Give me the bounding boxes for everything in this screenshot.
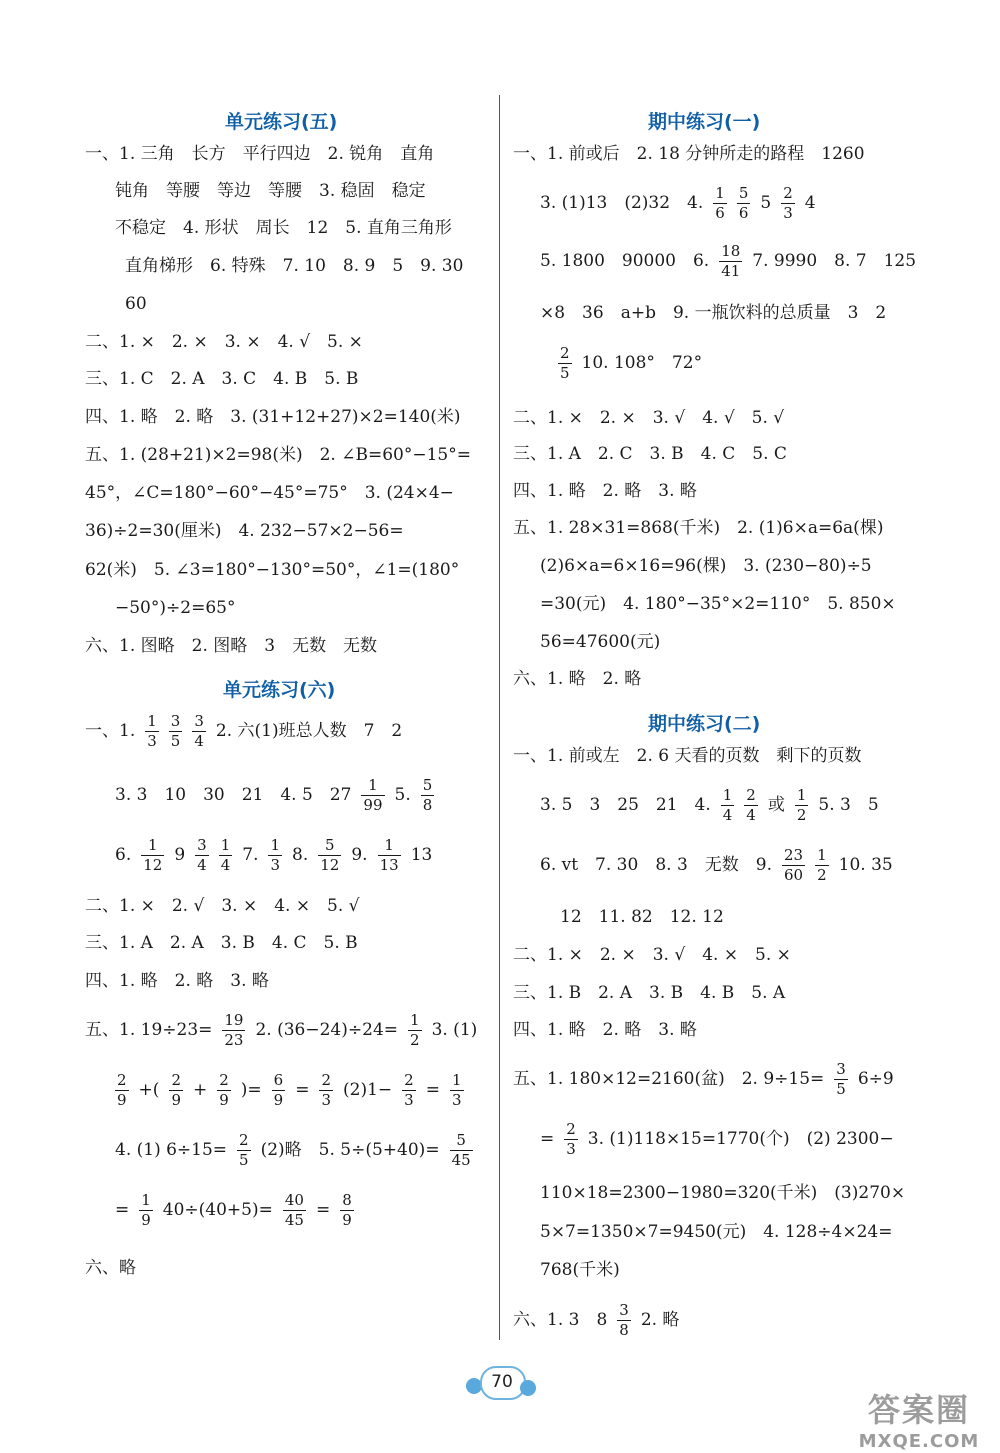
fraction: $\frac{1}{4}$ <box>220 836 231 874</box>
fraction: $\frac{1}{6}$ <box>715 184 725 222</box>
text-segment: 6. <box>115 845 132 865</box>
u6-row-7 <box>85 1013 477 1048</box>
m2-line-9 <box>540 1122 894 1157</box>
watermark-url: MXQE.COM <box>858 1431 980 1452</box>
m2-line-3 <box>540 848 893 883</box>
u5-line-8: 四、1. 略 2. 略 3. (31+12+27)×2=140(米) <box>85 407 461 427</box>
u5-line-6: 二、1. × 2. × 3. × 4. √ 5. × <box>85 332 363 352</box>
text-segment: 5. 1800 90000 6. <box>540 251 710 271</box>
fraction: $\frac{40}{45}$ <box>284 1191 304 1229</box>
fraction: $\frac{2}{5}$ <box>239 1131 249 1169</box>
text-segment: = <box>295 1080 310 1100</box>
fraction: $\frac{2}{5}$ <box>560 344 570 382</box>
u5-line-11: 36)÷2=30(厘米) 4. 232−57×2−56= <box>85 521 404 541</box>
text-segment: = <box>115 1200 130 1220</box>
text-segment: (2)略 5. 5÷(5+40)= <box>260 1140 440 1160</box>
text-segment: 6. vt 7. 30 8. 3 无数 9. <box>540 855 772 875</box>
fraction: $\frac{2}{3}$ <box>783 184 793 222</box>
m2-line-4: 12 11. 82 12. 12 <box>560 907 724 927</box>
u6-row-2 <box>115 778 434 813</box>
fraction: $\frac{23}{60}$ <box>783 846 804 884</box>
u5-line-7: 三、1. C 2. A 3. C 4. B 5. B <box>85 369 359 389</box>
fraction: $\frac{1}{9}$ <box>141 1191 151 1229</box>
u5-line-12: 62(米) 5. ∠3=180°−130°=50°，∠1=(180° <box>85 560 460 580</box>
text-segment: )= <box>240 1080 262 1100</box>
text-segment: 2. 六(1)班总人数 7 2 <box>215 721 403 741</box>
fraction: $\frac{2}{4}$ <box>746 786 756 824</box>
fraction: $\frac{1}{3}$ <box>147 712 157 750</box>
watermark-logo <box>844 1385 994 1451</box>
text-segment: 3. 5 3 25 21 4. <box>540 795 711 815</box>
m2-line-8 <box>513 1062 894 1097</box>
m2-line-12: 768(千米) <box>540 1260 620 1280</box>
text-segment: + <box>192 1080 208 1100</box>
u5-line-5: 60 <box>125 294 147 314</box>
page-number-badge <box>466 1362 536 1404</box>
m1-line-11: =30(元) 4. 180°−35°×2=110° 5. 850× <box>540 594 896 614</box>
text-segment: 2. 略 <box>640 1310 680 1330</box>
text-segment: 2. (36−24)÷24= <box>255 1020 399 1040</box>
text-segment: 9 <box>174 845 186 865</box>
fraction: $\frac{1}{3}$ <box>270 836 281 874</box>
text-segment: +( <box>138 1080 160 1100</box>
fraction: $\frac{8}{9}$ <box>342 1191 352 1229</box>
text-segment: 4 <box>804 193 816 213</box>
text-segment: 6÷9 <box>857 1069 894 1089</box>
u5-line-14: 六、1. 图略 2. 图略 3 无数 无数 <box>85 636 378 656</box>
u5-line-1: 一、1. 三角 长方 平行四边 2. 锐角 直角 <box>85 144 435 164</box>
text-segment: 7. <box>242 845 259 865</box>
midterm-1-title: 期中练习(一) <box>648 111 761 133</box>
m2-line-11: 5×7=1350×7=9450(元) 4. 128÷4×24= <box>540 1222 893 1242</box>
fraction: $\frac{1}{99}$ <box>363 776 383 814</box>
text-segment: = <box>315 1200 331 1220</box>
fraction: $\frac{18}{41}$ <box>721 242 741 280</box>
m2-line-1: 一、1. 前或左 2. 6 天看的页数 剩下的页数 <box>513 746 862 766</box>
u5-line-10: 45°，∠C=180°−60°−45°=75° 3. (24×4− <box>85 483 454 503</box>
fraction: $\frac{5}{45}$ <box>451 1131 471 1169</box>
u6-row-5: 三、1. A 2. A 3. B 4. C 5. B <box>85 933 358 953</box>
u6-row-8 <box>115 1073 464 1108</box>
u5-line-3: 不稳定 4. 形状 周长 12 5. 直角三角形 <box>115 218 452 238</box>
m1-line-12: 56=47600(元) <box>540 632 661 652</box>
text-segment: 7. 9990 8. 7 125 <box>752 251 917 271</box>
m1-line-6: 二、1. × 2. × 3. √ 4. √ 5. √ <box>513 408 785 428</box>
m1-line-4: ×8 36 a+b 9. 一瓶饮料的总质量 3 2 <box>540 303 887 323</box>
text-segment: 3. (1)118×15=1770(个) (2) 2300− <box>587 1129 894 1149</box>
text-segment: 3. (1) <box>431 1020 478 1040</box>
text-segment: 40÷(40+5)= <box>162 1200 273 1220</box>
fraction: $\frac{2}{3}$ <box>404 1071 414 1109</box>
text-segment: 10. 108° 72° <box>581 353 703 373</box>
u6-row-6: 四、1. 略 2. 略 3. 略 <box>85 971 269 991</box>
column-divider <box>499 95 500 1340</box>
text-segment: 3. 3 10 30 21 4. 5 27 <box>115 785 352 805</box>
unit-5-title: 单元练习(五) <box>225 111 338 133</box>
m2-line-10: 110×18=2300−1980=320(千米) (3)270× <box>540 1183 906 1203</box>
u5-line-2: 钝角 等腰 等边 等腰 3. 稳固 稳定 <box>115 181 426 201</box>
m2-line-13 <box>513 1303 679 1338</box>
text-segment: = <box>425 1080 440 1100</box>
u6-row-9 <box>115 1133 473 1168</box>
text-segment: 或 <box>767 795 785 815</box>
m1-line-13: 六、1. 略 2. 略 <box>513 669 642 689</box>
fraction: $\frac{2}{3}$ <box>321 1071 332 1109</box>
fraction: $\frac{3}{5}$ <box>170 712 181 750</box>
fraction: $\frac{1}{2}$ <box>817 846 827 884</box>
fraction: $\frac{19}{23}$ <box>224 1011 244 1049</box>
fraction: $\frac{5}{6}$ <box>738 184 749 222</box>
fraction: $\frac{5}{12}$ <box>320 836 340 874</box>
text-segment: 五、1. 19÷23= <box>85 1020 213 1040</box>
text-segment: 10. 35 <box>838 855 893 875</box>
page-number: 70 <box>491 1372 513 1392</box>
u5-line-4: 直角梯形 6. 特殊 7. 10 8. 9 5 9. 30 <box>125 256 464 276</box>
fraction: $\frac{1}{3}$ <box>451 1071 462 1109</box>
fraction: $\frac{1}{13}$ <box>379 836 399 874</box>
fraction: $\frac{3}{5}$ <box>836 1060 846 1098</box>
m1-line-2 <box>540 186 816 221</box>
u6-row-4: 二、1. × 2. √ 3. × 4. × 5. √ <box>85 896 360 916</box>
u6-row-11: 六、略 <box>85 1258 136 1278</box>
text-segment: 4. (1) 6÷15= <box>115 1140 228 1160</box>
text-segment: = <box>540 1129 555 1149</box>
m1-line-3 <box>540 244 916 279</box>
fraction: $\frac{1}{2}$ <box>410 1011 420 1049</box>
text-segment: 一、1. <box>85 721 136 741</box>
text-segment: 5. 3 5 <box>818 795 879 815</box>
unit-6-title: 单元练习(六) <box>223 679 336 701</box>
fraction: $\frac{2}{9}$ <box>171 1071 181 1109</box>
text-segment: 3. (1)13 (2)32 4. <box>540 193 704 213</box>
m2-line-2 <box>540 788 879 823</box>
text-segment: 六、1. 3 8 <box>513 1310 608 1330</box>
u6-row-3 <box>115 838 432 873</box>
fraction: $\frac{3}{4}$ <box>194 712 204 750</box>
fraction: $\frac{2}{9}$ <box>219 1071 229 1109</box>
fraction: $\frac{3}{4}$ <box>197 836 207 874</box>
fraction: $\frac{1}{4}$ <box>722 786 733 824</box>
text-segment: 8. <box>292 845 309 865</box>
m1-line-5 <box>558 346 702 381</box>
m1-line-7: 三、1. A 2. C 3. B 4. C 5. C <box>513 444 787 464</box>
u5-line-13: −50°)÷2=65° <box>115 598 236 618</box>
m2-line-6: 三、1. B 2. A 3. B 4. B 5. A <box>513 983 786 1003</box>
m1-line-8: 四、1. 略 2. 略 3. 略 <box>513 481 697 501</box>
m1-line-1: 一、1. 前或后 2. 18 分钟所走的路程 1260 <box>513 144 865 164</box>
text-segment: 9. <box>351 845 368 865</box>
text-segment: (2)1− <box>343 1080 393 1100</box>
m1-line-10: (2)6×a=6×16=96(棵) 3. (230−80)÷5 <box>540 556 872 576</box>
m2-line-7: 四、1. 略 2. 略 3. 略 <box>513 1020 697 1040</box>
fraction: $\frac{1}{2}$ <box>796 786 807 824</box>
fraction: $\frac{1}{12}$ <box>143 836 163 874</box>
text-segment: 13 <box>410 845 433 865</box>
fraction: $\frac{2}{3}$ <box>566 1120 576 1158</box>
u5-line-9: 五、1. (28+21)×2=98(米) 2. ∠B=60°−15°= <box>85 445 471 465</box>
fraction: $\frac{3}{8}$ <box>619 1301 629 1339</box>
watermark-text: 答案圈 <box>867 1391 970 1429</box>
fraction: $\frac{2}{9}$ <box>117 1071 127 1109</box>
midterm-2-title: 期中练习(二) <box>648 713 761 735</box>
u6-row-1 <box>85 714 402 749</box>
text-segment: 5 <box>760 193 772 213</box>
text-segment: 五、1. 180×12=2160(盆) 2. 9÷15= <box>513 1069 825 1089</box>
fraction: $\frac{6}{9}$ <box>273 1071 284 1109</box>
u6-row-10 <box>115 1193 354 1228</box>
text-segment: 5. <box>394 785 411 805</box>
fraction: $\frac{5}{8}$ <box>422 776 433 814</box>
m2-line-5: 二、1. × 2. × 3. √ 4. × 5. × <box>513 945 791 965</box>
m1-line-9: 五、1. 28×31=868(千米) 2. (1)6×a=6a(棵) <box>513 518 884 538</box>
